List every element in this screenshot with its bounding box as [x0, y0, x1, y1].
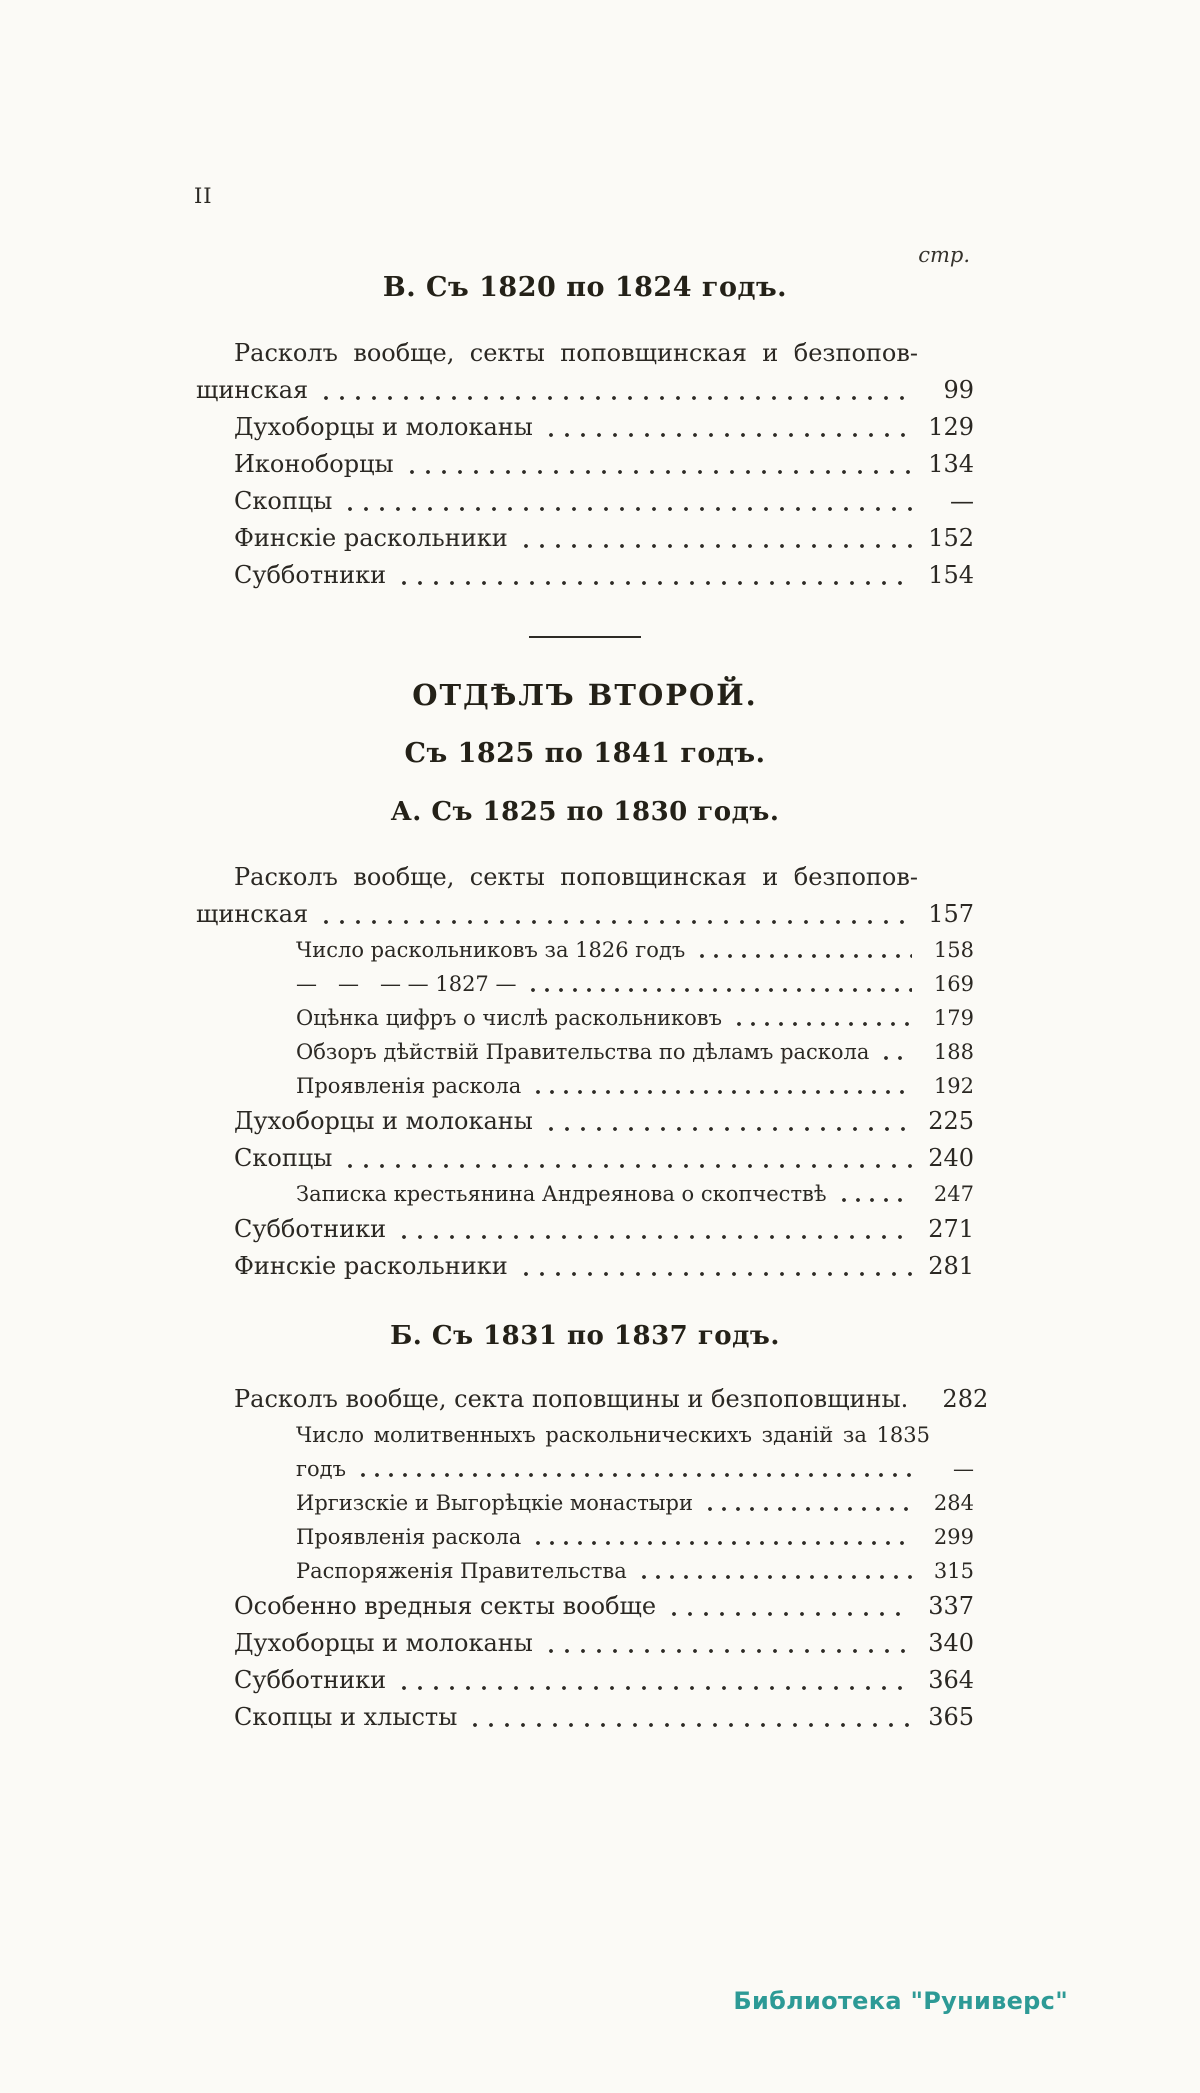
- toc-entry-title: Оцѣнка цифръ о числѣ раскольниковъ: [296, 1006, 722, 1030]
- toc-subentry: [196, 1001, 974, 1035]
- dot-leader: [467, 1723, 912, 1727]
- toc-entry-page: 225: [928, 1107, 974, 1135]
- toc-entry-title: Духоборцы и молоканы: [234, 413, 533, 441]
- toc-entry-page: 134: [928, 450, 974, 478]
- toc-entry-title: Финскіе раскольники: [234, 1252, 508, 1280]
- subsection-a-heading: А. Съ 1825 по 1830 годъ.: [390, 797, 780, 827]
- toc-entry-page: 365: [928, 1703, 974, 1731]
- subsection-b-heading: Б. Съ 1831 по 1837 годъ.: [390, 1321, 780, 1351]
- dot-leader: [526, 988, 912, 992]
- dot-leader: [695, 954, 912, 958]
- toc-entry-title: Финскіе раскольники: [234, 524, 508, 552]
- toc-entry-page: 315: [933, 1559, 974, 1583]
- toc-entry-title: Духоборцы и молоканы: [234, 1629, 533, 1657]
- toc-entry-page: 240: [928, 1144, 974, 1172]
- toc-entry-page: 192: [933, 1074, 974, 1098]
- toc-entry-title: Иргизскіе и Выгорѣцкіе монастыри: [296, 1491, 693, 1515]
- toc-entry: [196, 1381, 989, 1418]
- toc-subentry: [196, 933, 974, 967]
- toc-entry: [196, 520, 974, 557]
- toc-subentry: [196, 1035, 974, 1069]
- toc-entry-title: Проявленія раскола: [296, 1525, 522, 1549]
- dot-leader: [518, 1272, 912, 1276]
- toc-entry: [196, 1588, 974, 1625]
- toc-entry: [196, 1248, 974, 1285]
- toc-entry-page: —: [950, 487, 974, 515]
- toc-entry: [196, 1699, 974, 1736]
- toc-entry: [196, 557, 974, 594]
- toc-entry-title: Субботники: [234, 1215, 387, 1243]
- dot-leader: [879, 1056, 912, 1060]
- toc-entry-page: 152: [928, 524, 974, 552]
- toc-entry: [196, 1662, 974, 1699]
- toc-subentry: [196, 1069, 974, 1103]
- dot-leader: [356, 1473, 912, 1477]
- dot-leader: [342, 1164, 912, 1168]
- toc-entry-page: 154: [928, 561, 974, 589]
- toc-entry-page: 157: [928, 900, 974, 928]
- toc-entry: [196, 1211, 974, 1248]
- dot-leader: [531, 1541, 912, 1545]
- toc-entry-title: Субботники: [234, 561, 387, 589]
- toc-subentry: [196, 1418, 974, 1486]
- toc-entry-title: Обзоръ дѣйствій Правительства по дѣламъ раскола: [296, 1040, 870, 1064]
- toc-entry-title: Расколъ вообще, секта поповщины и безпоповщины.: [234, 1385, 909, 1413]
- toc-entry-title: Расколъ вообще, секты поповщинская и безпопов-: [234, 863, 918, 891]
- toc-entry-title: Число раскольниковъ за 1826 годъ: [296, 938, 686, 962]
- toc-entry-title: Записка крестьянина Андреянова о скопчествѣ: [296, 1182, 827, 1206]
- toc-entry-page: 129: [928, 413, 974, 441]
- toc-entry: [196, 483, 974, 520]
- toc-entry-title: Распоряженія Правительства: [296, 1559, 627, 1583]
- dot-leader: [396, 581, 912, 585]
- dot-leader: [543, 1649, 912, 1653]
- toc-entry-title: Субботники: [234, 1666, 387, 1694]
- dot-leader: [404, 470, 912, 474]
- toc-entry-title: Скопцы: [234, 487, 333, 515]
- section-divider: [529, 636, 641, 638]
- toc-entry: [196, 335, 974, 409]
- toc-entry-title-continued: щинская: [196, 376, 309, 404]
- toc-subentry: [196, 1554, 974, 1588]
- dot-leader: [318, 396, 912, 400]
- toc-entry-page: 188: [933, 1040, 974, 1064]
- dot-leader: [918, 1405, 926, 1409]
- toc-entry-page: 247: [933, 1182, 974, 1206]
- toc-entry-title: Число молитвенныхъ раскольническихъ зданій за 1835: [296, 1423, 930, 1447]
- toc-subentry: [196, 1520, 974, 1554]
- toc-entry-title: Расколъ вообще, секты поповщинская и безпопов-: [234, 339, 918, 367]
- dot-leader: [637, 1575, 912, 1579]
- dot-leader: [543, 1127, 912, 1131]
- toc-entry-title: Духоборцы и молоканы: [234, 1107, 533, 1135]
- toc-subentry: [196, 967, 974, 1001]
- folio-number: II: [194, 184, 213, 208]
- toc-entry-page: 282: [942, 1385, 989, 1413]
- dot-leader: [518, 544, 912, 548]
- dot-leader: [342, 507, 912, 511]
- toc-entry-title: — — — — 1827 —: [296, 972, 517, 996]
- toc-entry: [196, 859, 974, 933]
- dot-leader: [732, 1022, 912, 1026]
- part-heading: ОТДѢЛЪ ВТОРОЙ.: [412, 678, 758, 712]
- toc-entry-page: 169: [933, 972, 974, 996]
- dot-leader: [837, 1198, 912, 1202]
- library-watermark: Библиотека "Руниверс": [733, 1987, 1068, 2015]
- toc-entry-title: Особенно вредныя секты вообще: [234, 1592, 657, 1620]
- toc-entry: [196, 1625, 974, 1662]
- toc-entry-page: 99: [943, 376, 974, 404]
- toc-entry-page: 299: [933, 1525, 974, 1549]
- dot-leader: [703, 1507, 912, 1511]
- page-column-label: стр.: [918, 243, 970, 267]
- toc-subentry: [196, 1177, 974, 1211]
- toc-entry-page: 284: [933, 1491, 974, 1515]
- toc-entry: [196, 446, 974, 483]
- toc-entry-title: Скопцы и хлысты: [234, 1703, 458, 1731]
- toc-entry-page: 179: [933, 1006, 974, 1030]
- dot-leader: [531, 1090, 912, 1094]
- toc-entry-title-continued: годъ: [296, 1457, 346, 1481]
- toc-entry-title: Проявленія раскола: [296, 1074, 522, 1098]
- dot-leader: [543, 433, 912, 437]
- dot-leader: [318, 920, 912, 924]
- toc-entry-page: 337: [928, 1592, 974, 1620]
- dot-leader: [396, 1686, 912, 1690]
- toc-entry-page: 271: [928, 1215, 974, 1243]
- toc-entry-title: Иконоборцы: [234, 450, 394, 478]
- toc-entry: [196, 1103, 974, 1140]
- section-heading-v: В. Съ 1820 по 1824 годъ.: [382, 272, 788, 303]
- dot-leader: [396, 1235, 912, 1239]
- toc-entry: [196, 409, 974, 446]
- toc-entry-page: —: [953, 1457, 974, 1481]
- toc-entry-title-continued: щинская: [196, 900, 309, 928]
- toc-subentry: [196, 1486, 974, 1520]
- toc-entry: [196, 1140, 974, 1177]
- dot-leader: [666, 1612, 912, 1616]
- part-range-heading: Съ 1825 по 1841 годъ.: [404, 738, 766, 769]
- toc-entry-title: Скопцы: [234, 1144, 333, 1172]
- toc-entry-page: 281: [928, 1252, 974, 1280]
- toc-entry-page: 364: [928, 1666, 974, 1694]
- toc-entry-page: 340: [928, 1629, 974, 1657]
- toc-entry-page: 158: [933, 938, 974, 962]
- table-of-contents: [196, 242, 989, 1736]
